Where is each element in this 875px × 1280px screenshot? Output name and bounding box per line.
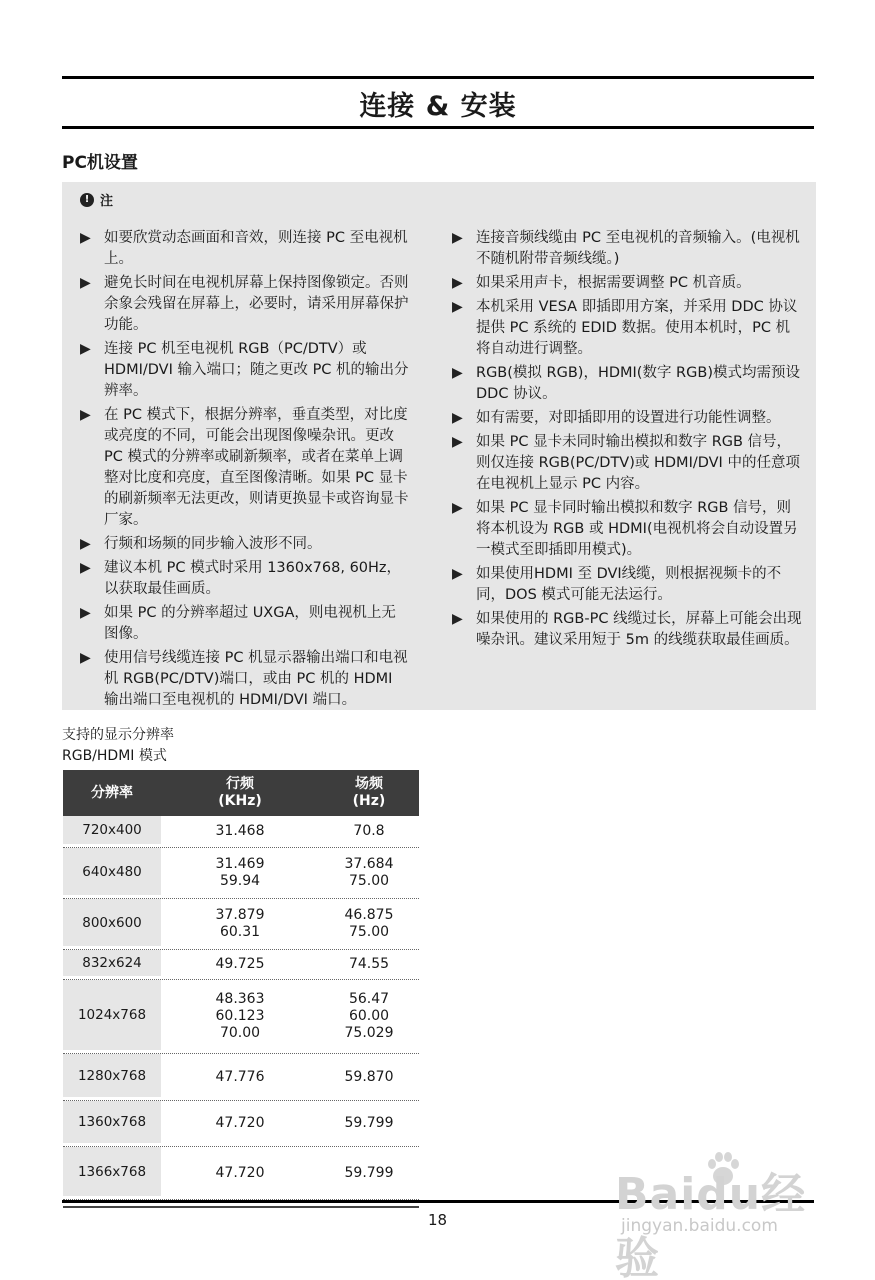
cell-horizontal-frequency: 31.469 59.94 xyxy=(215,856,265,889)
bullet-arrow-icon: ▶ xyxy=(80,560,91,576)
cell-resolution: 640x480 xyxy=(63,848,161,898)
note-item xyxy=(452,363,802,405)
note-item-text: 本机采用 VESA 即插即用方案，并采用 DDC 协议提供 PC 系统的 EDID 数据。使用本机时，PC 机将自动进行调整。 xyxy=(476,299,798,357)
cell-vertical-frequency: 37.684 75.00 xyxy=(344,856,394,889)
note-item xyxy=(452,297,802,360)
table-body xyxy=(63,816,419,1200)
note-item-text: 行频和场频的同步输入波形不同。 xyxy=(104,536,322,552)
note-item-text: 如有需要，对即插即用的设置进行功能性调整。 xyxy=(476,410,781,426)
note-item-text: 使用信号线缆连接 PC 机显示器输出端口和电视机 RGB(PC/DTV)端口，或由 PC 机的 HDMI 输出端口至电视机的 HDMI/DVI 端口。 xyxy=(104,650,408,708)
table-row xyxy=(63,848,419,899)
note-item-text: 如果采用声卡，根据需要调整 PC 机音质。 xyxy=(476,275,751,291)
table-bottom-rule xyxy=(63,1206,419,1208)
cell-resolution: 1360x768 xyxy=(63,1101,161,1146)
bullet-arrow-icon: ▶ xyxy=(452,275,463,291)
note-item-text: 如果 PC 显卡同时输出模拟和数字 RGB 信号，则将本机设为 RGB 或 HDMI(电视机将会自动设置另一模式至即插即用模式)。 xyxy=(476,500,798,558)
bullet-arrow-icon: ▶ xyxy=(80,230,91,246)
note-item-text: 如果 PC 显卡未同时输出模拟和数字 RGB 信号，则仅连接 RGB(PC/DTV)或 HDMI/DVI 中的任意项在电视机上显示 PC 内容。 xyxy=(476,434,800,492)
cell-resolution: 1024x768 xyxy=(63,980,161,1053)
note-item-text: RGB(模拟 RGB)，HDMI(数字 RGB)模式均需预设 DDC 协议。 xyxy=(476,365,800,402)
watermark-url: jingyan.baidu.com xyxy=(621,1216,778,1236)
cell-resolution: 800x600 xyxy=(63,899,161,949)
note-item xyxy=(80,339,410,402)
header-horizontal-frequency: 行频 (KHz) xyxy=(218,776,262,809)
cell-vertical-frequency: 56.47 60.00 75.029 xyxy=(344,991,394,1041)
page-title: 连接 & 安装 xyxy=(359,91,517,122)
note-left-list xyxy=(80,228,410,714)
note-item xyxy=(80,648,410,711)
bullet-arrow-icon: ▶ xyxy=(452,299,463,315)
table-row xyxy=(63,816,419,848)
table-caption: 支持的显示分辨率 xyxy=(62,727,174,743)
cell-vertical-frequency: 70.8 xyxy=(353,823,385,839)
note-item-text: 连接音频线缆由 PC 至电视机的音频输入。(电视机不随机附带音频线缆。) xyxy=(476,230,800,267)
cell-resolution: 1366x768 xyxy=(63,1147,161,1199)
cell-horizontal-frequency: 47.720 xyxy=(215,1115,265,1131)
bullet-arrow-icon: ▶ xyxy=(452,410,463,426)
bullet-arrow-icon: ▶ xyxy=(452,434,463,450)
cell-resolution: 832x624 xyxy=(63,950,161,979)
table-header xyxy=(63,770,419,816)
bullet-arrow-icon: ▶ xyxy=(80,275,91,291)
title-rule xyxy=(62,126,814,129)
note-item xyxy=(80,228,410,270)
bullet-arrow-icon: ▶ xyxy=(452,230,463,246)
cell-horizontal-frequency: 37.879 60.31 xyxy=(215,907,265,940)
cell-resolution: 1280x768 xyxy=(63,1054,161,1100)
table-row xyxy=(63,1101,419,1147)
cell-horizontal-frequency: 48.363 60.123 70.00 xyxy=(215,991,265,1041)
note-item-text: 如果 PC 的分辨率超过 UXGA，则电视机上无图像。 xyxy=(104,605,396,642)
note-item xyxy=(80,534,410,555)
note-item xyxy=(452,408,802,429)
table-row xyxy=(63,950,419,980)
cell-resolution: 720x400 xyxy=(63,816,161,847)
note-item xyxy=(452,609,802,651)
note-right-list xyxy=(452,228,802,654)
cell-horizontal-frequency: 47.720 xyxy=(215,1164,265,1181)
exclamation-icon: ! xyxy=(80,193,94,207)
cell-vertical-frequency: 59.799 xyxy=(344,1115,394,1131)
cell-vertical-frequency: 59.799 xyxy=(344,1164,394,1181)
note-item xyxy=(452,564,802,606)
page-number: 18 xyxy=(427,1211,448,1229)
note-item xyxy=(452,273,802,294)
watermark-logo: Baidu经验 xyxy=(615,1169,807,1280)
bullet-arrow-icon: ▶ xyxy=(80,407,91,423)
bullet-arrow-icon: ▶ xyxy=(80,536,91,552)
bullet-arrow-icon: ▶ xyxy=(80,341,91,357)
cell-vertical-frequency: 59.870 xyxy=(344,1068,394,1085)
table-row xyxy=(63,1147,419,1200)
note-item-text: 避免长时间在电视机屏幕上保持图像锁定。否则余象会残留在屏幕上，必要时，请采用屏幕保护功能。 xyxy=(104,275,409,333)
table-row xyxy=(63,1054,419,1101)
note-item xyxy=(452,432,802,495)
resolution-table xyxy=(63,770,419,1208)
bullet-arrow-icon: ▶ xyxy=(80,605,91,621)
table-row xyxy=(63,980,419,1054)
baidu-watermark xyxy=(615,1150,835,1280)
top-rule xyxy=(62,76,814,79)
note-item xyxy=(80,273,410,336)
bullet-arrow-icon: ▶ xyxy=(452,566,463,582)
note-item-text: 在 PC 模式下，根据分辨率，垂直类型，对比度或亮度的不同，可能会出现图像噪杂讯。更改 PC 模式的分辨率或刷新频率，或者在菜单上调整对比度和亮度，直至图像清晰。如果 PC 显卡的刷新频率无法更改，则请更换显卡或咨询显卡厂家。 xyxy=(104,407,409,528)
note-header xyxy=(80,190,113,209)
cell-vertical-frequency: 74.55 xyxy=(348,956,390,972)
note-item-text: 如要欣赏动态画面和音效，则连接 PC 至电视机上。 xyxy=(104,230,408,267)
header-resolution: 分辨率 xyxy=(91,784,133,801)
bullet-arrow-icon: ▶ xyxy=(452,611,463,627)
table-mode-caption: RGB/HDMI 模式 xyxy=(62,748,167,764)
note-item xyxy=(80,405,410,531)
note-label: 注 xyxy=(100,194,114,209)
note-item-text: 连接 PC 机至电视机 RGB（PC/DTV）或 HDMI/DVI 输入端口；随之更改 PC 机的输出分辨率。 xyxy=(104,341,409,399)
note-item xyxy=(452,228,802,270)
bullet-arrow-icon: ▶ xyxy=(80,650,91,666)
bullet-arrow-icon: ▶ xyxy=(452,365,463,381)
note-item-text: 如果使用HDMI 至 DVI线缆，则根据视频卡的不同，DOS 模式可能无法运行。 xyxy=(476,566,782,603)
note-item xyxy=(452,498,802,561)
cell-vertical-frequency: 46.875 75.00 xyxy=(344,907,394,940)
table-row xyxy=(63,899,419,950)
cell-horizontal-frequency: 31.468 xyxy=(215,823,265,839)
cell-horizontal-frequency: 47.776 xyxy=(215,1068,265,1085)
note-item xyxy=(80,603,410,645)
bullet-arrow-icon: ▶ xyxy=(452,500,463,516)
section-title: PC机设置 xyxy=(62,153,138,173)
note-item-text: 建议本机 PC 模式时采用 1360x768, 60Hz，以获取最佳画质。 xyxy=(104,560,402,597)
cell-horizontal-frequency: 49.725 xyxy=(215,956,265,972)
note-item-text: 如果使用的 RGB-PC 线缆过长，屏幕上可能会出现噪杂讯。建议采用短于 5m 的线缆获取最佳画质。 xyxy=(476,611,802,648)
note-item xyxy=(80,558,410,600)
header-vertical-frequency: 场频 (Hz) xyxy=(352,776,386,809)
